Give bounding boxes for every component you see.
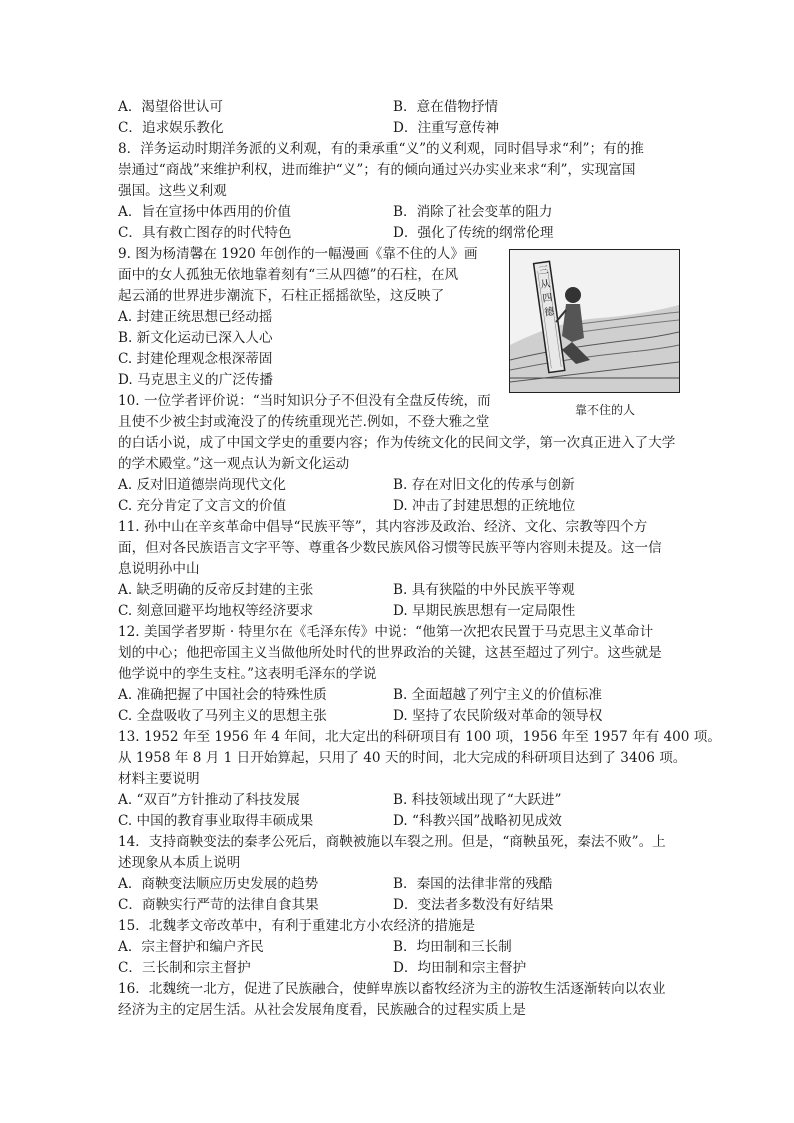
q8-option-b: B．消除了社会变革的阻力 <box>393 204 553 220</box>
q13-stem-line1: 13. 1952 年至 1956 年 4 年间，北大定出的科研项目有 100 项，1956 年至 1957 年有 400 项。 <box>118 729 721 745</box>
q8-option-a: A．旨在宣扬中体西用的价值 <box>118 204 291 220</box>
q15-option-a: A．宗主督护和编户齐民 <box>118 939 264 955</box>
q11-option-b: B. 具有狭隘的中外民族平等观 <box>393 582 575 598</box>
q10-option-a: A. 反对旧道德崇尚现代文化 <box>118 477 286 493</box>
q11-option-c: C. 刻意回避平均地权等经济要求 <box>118 603 314 619</box>
q8-stem-line1: 8．洋务运动时期洋务派的义利观，有的秉承重“义”的义利观，同时倡导求“利”；有的推 <box>118 141 644 157</box>
q13-stem-line3: 材料主要说明 <box>118 771 200 787</box>
q7-option-c: C．追求娱乐教化 <box>118 120 224 136</box>
pillar-label: 三从四德 <box>537 264 556 319</box>
q12-stem-line3: 他学说中的孪生支柱。”这表明毛泽东的学说 <box>118 666 377 682</box>
q15-option-c: C．三长制和宗主督护 <box>118 960 251 976</box>
q14-option-c: C．商鞅实行严苛的法律自食其果 <box>118 897 319 913</box>
q12-option-c: C. 全盘吸收了马列主义的思想主张 <box>118 708 327 724</box>
q11-option-d: D. 早期民族思想有一定局限性 <box>393 603 576 619</box>
q9-stem-line3: 起云涌的世界进步潮流下，石柱正摇摇欲坠，这反映了 <box>118 288 445 304</box>
q14-option-a: A．商鞅变法顺应历史发展的趋势 <box>118 876 319 892</box>
q14-stem-line2: 述现象从本质上说明 <box>118 855 241 871</box>
q16-stem-line1: 16．北魏统一北方，促进了民族融合，使鲜卑族以畜牧经济为主的游牧生活逐渐转向以农业 <box>118 981 666 997</box>
q12-stem-line1: 12. 美国学者罗斯 · 特里尔在《毛泽东传》中说：“他第一次把农民置于马克思主义革命计 <box>118 624 654 640</box>
q9-option-b: B. 新文化运动已深入人心 <box>118 330 273 346</box>
q12-stem-line2: 划的中心；他把帝国主义当做他所处时代的世界政治的关键，这甚至超过了列宁。这些就是 <box>118 645 662 661</box>
q7-option-d: D．注重写意传神 <box>393 120 500 136</box>
q14-option-d: D．变法者多数没有好结果 <box>393 897 554 913</box>
q10-option-c: C. 充分肯定了文言文的价值 <box>118 498 287 514</box>
q10-option-d: D. 冲击了封建思想的正统地位 <box>393 498 576 514</box>
q9-option-a: A. 封建正统思想已经动摇 <box>118 309 273 325</box>
q11-option-a: A. 缺乏明确的反帝反封建的主张 <box>118 582 314 598</box>
q11-stem-line3: 息说明孙中山 <box>118 561 200 577</box>
q10-stem-line1: 10. 一位学者评价说：“当时知识分子不但没有全盘反传统，而 <box>118 393 491 409</box>
q8-stem-line2: 崇通过“商战”来维护利权，进而维护“义”；有的倾向通过兴办实业来求“利”，实现富国 <box>118 162 636 178</box>
q10-stem-line2: 且使不少被尘封或淹没了的传统重现光芒.例如，不登大雅之堂 <box>118 414 490 430</box>
q8-option-d: D．强化了传统的纲常伦理 <box>393 225 554 241</box>
q9-stem-line1: 9. 图为杨清馨在 1920 年创作的一幅漫画《靠不住的人》画 <box>118 246 478 262</box>
q10-stem-line4: 的学术殿堂。”这一观点认为新文化运动 <box>118 456 350 472</box>
q15-option-b: B．均田制和三长制 <box>393 939 512 955</box>
q12-option-d: D. 坚持了农民阶级对革命的领导权 <box>393 708 603 724</box>
q9-option-c: C. 封建伦理观念根深蒂固 <box>118 351 273 367</box>
q13-option-d: D. “科教兴国”战略初见成效 <box>393 813 562 829</box>
q15-option-d: D．均田制和宗主督护 <box>393 960 527 976</box>
q10-option-b: B. 存在对旧文化的传承与创新 <box>393 477 575 493</box>
q12-option-b: B. 全面超越了列宁主义的价值标准 <box>393 687 602 703</box>
q9-option-d: D. 马克思主义的广泛传播 <box>118 372 273 388</box>
q11-stem-line1: 11. 孙中山在辛亥革命中倡导“民族平等”，其内容涉及政治、经济、文化、宗教等四个方 <box>118 519 648 535</box>
cartoon-image <box>509 249 680 393</box>
q14-option-b: B．秦国的法律非常的残酷 <box>393 876 553 892</box>
q14-stem-line1: 14．支持商鞅变法的秦孝公死后，商鞅被施以车裂之刑。但是，“商鞅虽死，秦法不败”。上 <box>118 834 666 850</box>
q13-option-c: C. 中国的教育事业取得丰硕成果 <box>118 813 314 829</box>
q9-stem-line2: 面中的女人孤独无依地靠着刻有“三从四德”的石柱，在风 <box>118 267 459 283</box>
q15-stem-line1: 15．北魏孝文帝改革中，有利于重建北方小农经济的措施是 <box>118 918 476 934</box>
q8-option-c: C．具有救亡图存的时代特色 <box>118 225 292 241</box>
figure-caption: 靠不住的人 <box>575 403 636 417</box>
q16-stem-line2: 经济为主的定居生活。从社会发展角度看，民族融合的过程实质上是 <box>118 1002 526 1018</box>
q13-option-b: B. 科技领域出现了“大跃进” <box>393 792 562 808</box>
q13-stem-line2: 从 1958 年 8 月 1 日开始算起，只用了 40 天的时间，北大完成的科研项目达到了 3406 项。 <box>118 750 687 766</box>
q7-option-a: A．渴望俗世认可 <box>118 99 223 115</box>
q8-stem-line3: 强国。这些义利观 <box>118 183 227 199</box>
q13-option-a: A. “双百”方针推动了科技发展 <box>118 792 300 808</box>
q7-option-b: B．意在借物抒情 <box>393 99 499 115</box>
q11-stem-line2: 面，但对各民族语言文字平等、尊重各少数民族风俗习惯等民族平等内容则未提及。这一信 <box>118 540 662 556</box>
q10-stem-line3: 的白话小说，成了中国文学史的重要内容；作为传统文化的民间文学，第一次真正进入了大学 <box>118 435 676 451</box>
q12-option-a: A. 准确把握了中国社会的特殊性质 <box>118 687 327 703</box>
